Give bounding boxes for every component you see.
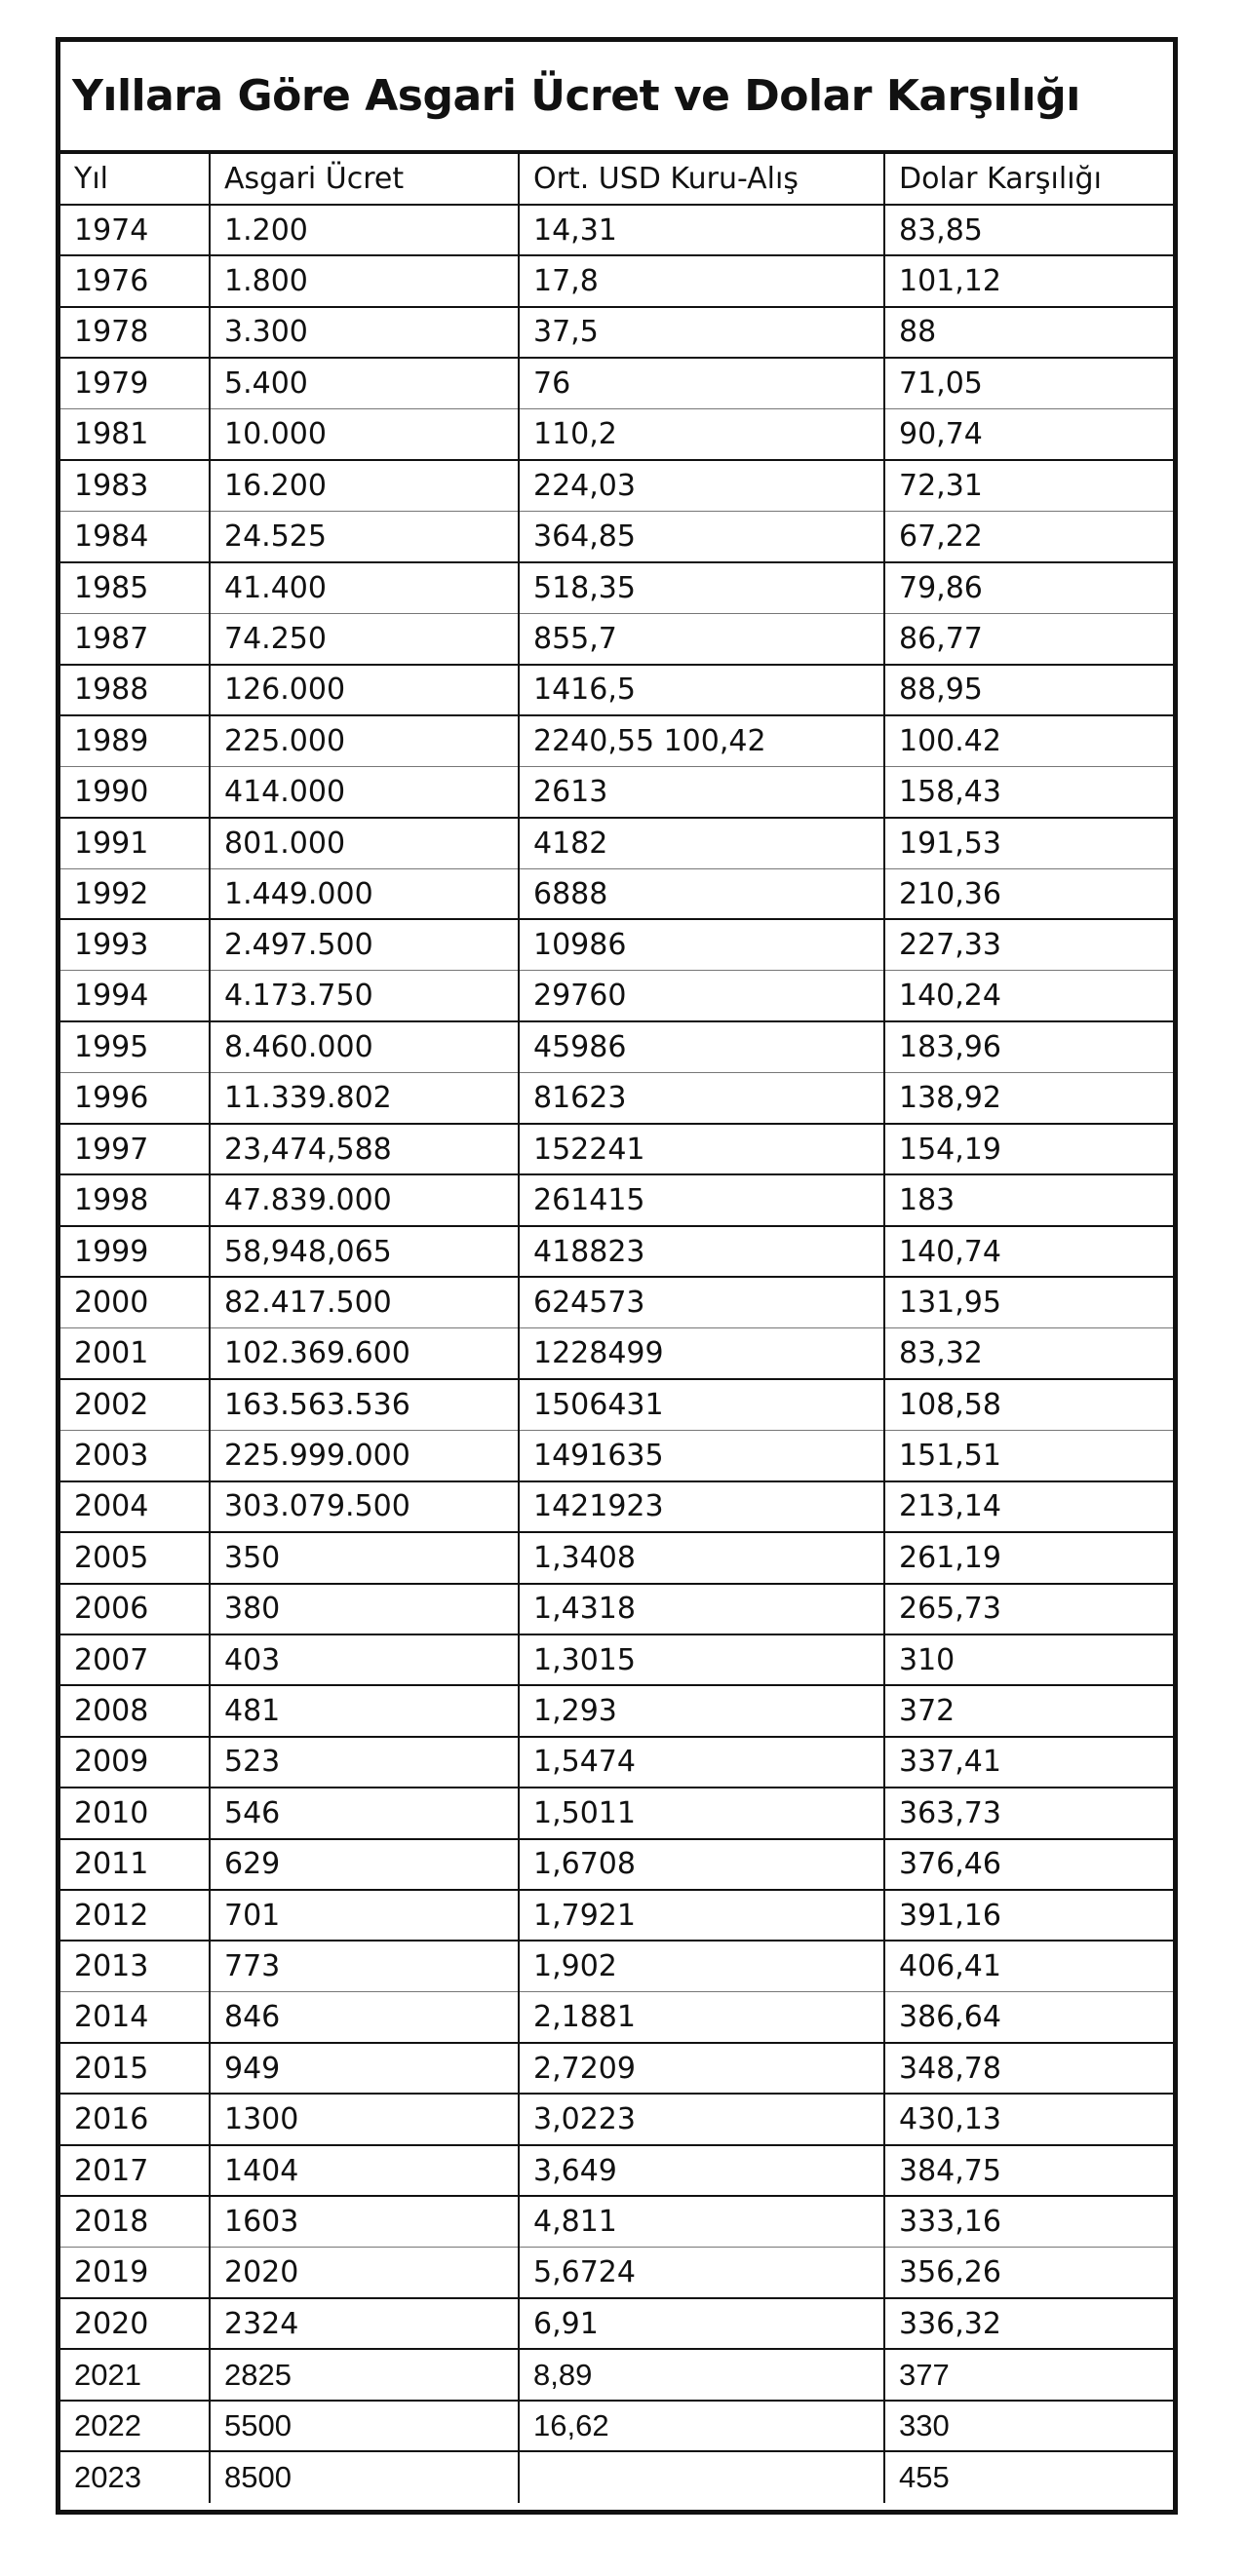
table-row [60,2349,1173,2400]
dollar-equivalent-cell: 140,24 [884,971,1173,1021]
table-row [60,613,1173,664]
year-cell: 1985 [60,562,210,613]
table-row [60,255,1173,306]
dollar-equivalent-cell: 108,58 [884,1379,1173,1430]
dollar-equivalent-cell: 83,32 [884,1328,1173,1379]
year-cell: 1990 [60,766,210,817]
table-row [60,1226,1173,1277]
table-row [60,665,1173,715]
usd-rate-cell: 8,89 [519,2349,884,2400]
year-cell: 1988 [60,665,210,715]
year-cell: 2009 [60,1737,210,1788]
table-row [60,1685,1173,1736]
table-row [60,766,1173,817]
minimum-wage-cell: 380 [210,1584,519,1634]
minimum-wage-cell: 846 [210,1992,519,2043]
minimum-wage-cell: 8500 [210,2451,519,2502]
dollar-equivalent-cell: 158,43 [884,766,1173,817]
dollar-equivalent-cell: 336,32 [884,2298,1173,2349]
year-cell: 1998 [60,1174,210,1225]
dollar-equivalent-cell: 101,12 [884,255,1173,306]
minimum-wage-cell: 1.800 [210,255,519,306]
minimum-wage-cell: 58,948,065 [210,1226,519,1277]
dollar-equivalent-cell: 265,73 [884,1584,1173,1634]
year-cell: 1989 [60,715,210,766]
minimum-wage-cell: 8.460.000 [210,1021,519,1072]
year-cell: 1983 [60,460,210,511]
year-cell: 1978 [60,307,210,358]
usd-rate-cell: 2,7209 [519,2043,884,2094]
year-cell: 2001 [60,1328,210,1379]
header-year: Yıl [60,154,210,205]
table-row [60,1328,1173,1379]
table-row [60,460,1173,511]
year-cell: 2005 [60,1532,210,1583]
usd-rate-cell: 1,4318 [519,1584,884,1634]
table-row [60,971,1173,1021]
table-frame [56,37,1178,2515]
dollar-equivalent-cell: 261,19 [884,1532,1173,1583]
dollar-equivalent-cell: 376,46 [884,1839,1173,1890]
dollar-equivalent-cell: 333,16 [884,2196,1173,2247]
minimum-wage-cell: 16.200 [210,460,519,511]
table-row [60,1788,1173,1838]
usd-rate-cell: 81623 [519,1073,884,1124]
minimum-wage-cell: 225.999.000 [210,1430,519,1480]
dollar-equivalent-cell: 90,74 [884,409,1173,460]
table-row [60,1124,1173,1174]
minimum-wage-cell: 2324 [210,2298,519,2349]
dollar-equivalent-cell: 337,41 [884,1737,1173,1788]
year-cell: 2012 [60,1890,210,1941]
year-cell: 2010 [60,1788,210,1838]
usd-rate-cell: 6,91 [519,2298,884,2349]
minimum-wage-cell: 24.525 [210,511,519,561]
dollar-equivalent-cell: 430,13 [884,2094,1173,2144]
table-row [60,358,1173,408]
minimum-wage-cell: 74.250 [210,613,519,664]
table-row [60,1481,1173,1532]
minimum-wage-cell: 303.079.500 [210,1481,519,1532]
table-row [60,562,1173,613]
table-row [60,919,1173,970]
usd-rate-cell: 4,811 [519,2196,884,2247]
year-cell: 1981 [60,409,210,460]
minimum-wage-cell: 82.417.500 [210,1277,519,1327]
table-row [60,511,1173,561]
usd-rate-cell: 17,8 [519,255,884,306]
usd-rate-cell: 1491635 [519,1430,884,1480]
year-cell: 1987 [60,613,210,664]
year-cell: 2015 [60,2043,210,2094]
minimum-wage-cell: 11.339.802 [210,1073,519,1124]
header-minimum-wage: Asgari Ücret [210,154,519,205]
usd-rate-cell: 1,3408 [519,1532,884,1583]
minimum-wage-cell: 2020 [210,2248,519,2298]
minimum-wage-cell: 546 [210,1788,519,1838]
usd-rate-cell [519,2451,884,2502]
minimum-wage-cell: 523 [210,1737,519,1788]
usd-rate-cell: 1,7921 [519,1890,884,1941]
minimum-wage-cell: 350 [210,1532,519,1583]
year-cell: 2002 [60,1379,210,1430]
minimum-wage-cell: 225.000 [210,715,519,766]
table-row [60,1890,1173,1941]
year-cell: 2006 [60,1584,210,1634]
usd-rate-cell: 1228499 [519,1328,884,1379]
usd-rate-cell: 76 [519,358,884,408]
year-cell: 2020 [60,2298,210,2349]
table-row [60,1532,1173,1583]
usd-rate-cell: 261415 [519,1174,884,1225]
dollar-equivalent-cell: 138,92 [884,1073,1173,1124]
usd-rate-cell: 1421923 [519,1481,884,1532]
table-row [60,307,1173,358]
dollar-equivalent-cell: 140,74 [884,1226,1173,1277]
dollar-equivalent-cell: 356,26 [884,2248,1173,2298]
minimum-wage-cell: 1.200 [210,205,519,255]
year-cell: 2018 [60,2196,210,2247]
dollar-equivalent-cell: 213,14 [884,1481,1173,1532]
usd-rate-cell: 2613 [519,766,884,817]
table-row [60,2196,1173,2247]
dollar-equivalent-cell: 406,41 [884,1941,1173,1991]
minimum-wage-cell: 47.839.000 [210,1174,519,1225]
usd-rate-cell: 1506431 [519,1379,884,1430]
usd-rate-cell: 855,7 [519,613,884,664]
table-row [60,2298,1173,2349]
table-row [60,2043,1173,2094]
year-cell: 1974 [60,205,210,255]
year-cell: 2008 [60,1685,210,1736]
minimum-wage-cell: 41.400 [210,562,519,613]
dollar-equivalent-cell: 384,75 [884,2145,1173,2196]
page-title: Yıllara Göre Asgari Ücret ve Dolar Karşılığı [60,42,1173,154]
usd-rate-cell: 1,5011 [519,1788,884,1838]
minimum-wage-cell: 414.000 [210,766,519,817]
year-cell: 2003 [60,1430,210,1480]
usd-rate-cell: 418823 [519,1226,884,1277]
dollar-equivalent-cell: 183,96 [884,1021,1173,1072]
dollar-equivalent-cell: 310 [884,1634,1173,1685]
dollar-equivalent-cell: 183 [884,1174,1173,1225]
year-cell: 2022 [60,2401,210,2451]
table-row [60,1073,1173,1124]
table-row [60,1992,1173,2043]
table-row [60,2401,1173,2451]
usd-rate-cell: 5,6724 [519,2248,884,2298]
minimum-wage-cell: 1300 [210,2094,519,2144]
year-cell: 2021 [60,2349,210,2400]
minimum-wage-cell: 126.000 [210,665,519,715]
table-row [60,1737,1173,1788]
usd-rate-cell: 1,902 [519,1941,884,1991]
minimum-wage-cell: 2825 [210,2349,519,2400]
table-row [60,1021,1173,1072]
minimum-wage-cell: 629 [210,1839,519,1890]
minimum-wage-cell: 1404 [210,2145,519,2196]
dollar-equivalent-cell: 79,86 [884,562,1173,613]
header-dollar-equivalent: Dolar Karşılığı [884,154,1173,205]
dollar-equivalent-cell: 348,78 [884,2043,1173,2094]
usd-rate-cell: 3,649 [519,2145,884,2196]
table-row [60,2145,1173,2196]
usd-rate-cell: 110,2 [519,409,884,460]
dollar-equivalent-cell: 455 [899,2459,950,2494]
dollar-equivalent-cell: 67,22 [884,511,1173,561]
table-row [60,818,1173,868]
minimum-wage-cell: 2.497.500 [210,919,519,970]
usd-rate-cell: 6888 [519,868,884,919]
year-cell: 2013 [60,1941,210,1991]
table-row [60,1839,1173,1890]
usd-rate-cell: 2240,55 100,42 [519,715,884,766]
usd-rate-cell: 1,293 [519,1685,884,1736]
minimum-wage-cell: 3.300 [210,307,519,358]
dollar-equivalent-cell: 377 [884,2349,1173,2400]
usd-rate-cell: 3,0223 [519,2094,884,2144]
minimum-wage-cell: 949 [210,2043,519,2094]
usd-rate-cell: 37,5 [519,307,884,358]
table-row [60,409,1173,460]
dollar-equivalent-cell: 83,85 [884,205,1173,255]
table-row [60,2094,1173,2144]
usd-rate-cell: 10986 [519,919,884,970]
minimum-wage-cell: 801.000 [210,818,519,868]
minimum-wage-cell: 481 [210,1685,519,1736]
minimum-wage-cell: 4.173.750 [210,971,519,1021]
table-row [60,715,1173,766]
dollar-equivalent-cell: 131,95 [884,1277,1173,1327]
minimum-wage-cell: 10.000 [210,409,519,460]
year-cell: 1992 [60,868,210,919]
table-row [60,1277,1173,1327]
dollar-equivalent-cell: 100.42 [884,715,1173,766]
dollar-equivalent-cell: 227,33 [884,919,1173,970]
year-cell: 2014 [60,1992,210,2043]
usd-rate-cell: 224,03 [519,460,884,511]
minimum-wage-cell: 403 [210,1634,519,1685]
year-cell: 2000 [60,1277,210,1327]
year-cell: 1993 [60,919,210,970]
dollar-equivalent-cell: 154,19 [884,1124,1173,1174]
usd-rate-cell: 152241 [519,1124,884,1174]
table-row [60,1174,1173,1225]
year-cell: 2004 [60,1481,210,1532]
usd-rate-cell: 45986 [519,1021,884,1072]
table-row [60,1379,1173,1430]
usd-rate-cell: 2,1881 [519,1992,884,2043]
usd-rate-cell: 1416,5 [519,665,884,715]
year-cell: 1976 [60,255,210,306]
minimum-wage-cell: 23,474,588 [210,1124,519,1174]
usd-rate-cell: 29760 [519,971,884,1021]
year-cell: 1996 [60,1073,210,1124]
dollar-equivalent-cell: 386,64 [884,1992,1173,2043]
dollar-equivalent-cell: 191,53 [884,818,1173,868]
year-cell: 2007 [60,1634,210,1685]
usd-rate-cell: 1,3015 [519,1634,884,1685]
minimum-wage-cell: 773 [210,1941,519,1991]
dollar-equivalent-cell: 71,05 [884,358,1173,408]
minimum-wage-cell: 163.563.536 [210,1379,519,1430]
usd-rate-cell: 624573 [519,1277,884,1327]
minimum-wage-cell: 5.400 [210,358,519,408]
minimum-wage-cell: 102.369.600 [210,1328,519,1379]
dollar-equivalent-cell: 330 [884,2401,1173,2451]
minimum-wage-cell: 701 [210,1890,519,1941]
table-row [60,868,1173,919]
usd-rate-cell: 518,35 [519,562,884,613]
dollar-equivalent-cell: 72,31 [884,460,1173,511]
year-cell: 1997 [60,1124,210,1174]
table-row [60,2248,1173,2298]
usd-rate-cell: 1,6708 [519,1839,884,1890]
year-cell: 2019 [60,2248,210,2298]
usd-rate-cell: 1,5474 [519,1737,884,1788]
usd-rate-cell: 16,62 [519,2401,884,2451]
year-cell: 2016 [60,2094,210,2144]
year-cell: 1999 [60,1226,210,1277]
table-row [60,1941,1173,1991]
year-cell: 2011 [60,1839,210,1890]
year-cell: 1994 [60,971,210,1021]
minimum-wage-cell: 5500 [210,2401,519,2451]
year-cell: 2017 [60,2145,210,2196]
header-row [60,154,1173,205]
minimum-wage-cell: 1603 [210,2196,519,2247]
dollar-equivalent-cell: 372 [884,1685,1173,1736]
header-usd-rate: Ort. USD Kuru-Alış [519,154,884,205]
year-cell: 1995 [60,1021,210,1072]
table-row [60,1584,1173,1634]
year-cell: 1984 [60,511,210,561]
minimum-wage-cell: 1.449.000 [210,868,519,919]
dollar-equivalent-cell: 86,77 [884,613,1173,664]
year-cell: 2023 [60,2451,210,2502]
dollar-equivalent-cell: 391,16 [884,1890,1173,1941]
year-cell: 1979 [60,358,210,408]
table-row [60,2451,1173,2502]
usd-rate-cell: 14,31 [519,205,884,255]
usd-rate-cell: 4182 [519,818,884,868]
table-row [60,205,1173,255]
dollar-equivalent-cell: 88 [884,307,1173,358]
dollar-equivalent-cell: 151,51 [884,1430,1173,1480]
table-row [60,1634,1173,1685]
dollar-equivalent-cell: 210,36 [884,868,1173,919]
table-row [60,1430,1173,1480]
wage-table [60,154,1173,2503]
usd-rate-cell: 364,85 [519,511,884,561]
dollar-equivalent-cell: 88,95 [884,665,1173,715]
dollar-equivalent-cell: 363,73 [884,1788,1173,1838]
year-cell: 1991 [60,818,210,868]
